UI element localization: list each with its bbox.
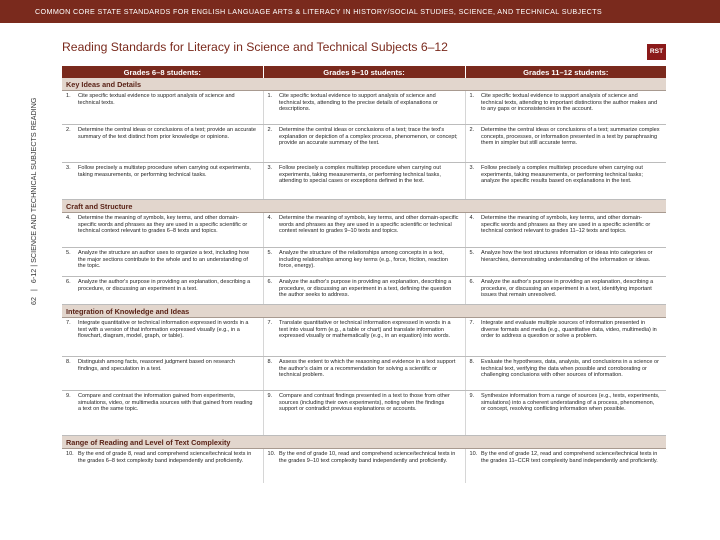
standard-text: Follow precisely a multistep procedure when carrying out experiments, taking measurements, or performing technical tasks. [76, 163, 263, 200]
table-row [62, 125, 666, 163]
standard-number: 3. [263, 163, 277, 200]
table-row [62, 318, 666, 357]
standard-text: Cite specific textual evidence to support analysis of science and technical texts. [76, 91, 263, 125]
section-title: Range of Reading and Level of Text Complexity [62, 436, 666, 449]
standard-number: 5. [263, 248, 277, 277]
standard-text: Translate quantitative or technical information expressed in words in a text into visual form (e.g., a table or chart) and translate information expressed visually or mathematically (e.g., in an equation) into words. [277, 318, 465, 357]
standard-number: 2. [263, 125, 277, 163]
table-row [62, 391, 666, 436]
section-title: Craft and Structure [62, 200, 666, 213]
standard-number: 6. [263, 277, 277, 305]
standard-text: Determine the central ideas or conclusions of a text; trace the text's explanation or depiction of a complex process, phenomenon, or concept; provide an accurate summary of the text. [277, 125, 465, 163]
standard-text: By the end of grade 10, read and comprehend science/technical texts in the grades 9–10 text complexity band independently and proficiently. [279, 451, 456, 464]
standard-number: 8. [465, 357, 479, 391]
standard-text: Determine the central ideas or conclusions of a text; provide an accurate summary of the text distinct from prior knowledge or opinions. [76, 125, 263, 163]
standard-number: 7. [62, 318, 76, 357]
standard-number: 7. [465, 318, 479, 357]
header-banner [0, 0, 720, 23]
standard-text: Determine the meaning of symbols, key terms, and other domain-specific words and phrases as they are used in a specific scientific or technical context relevant to grades 9–10 texts and topics. [277, 213, 465, 248]
table-row [62, 213, 666, 248]
standard-number: 9. [465, 391, 479, 436]
table-row [62, 91, 666, 125]
standard-text: Analyze the author's purpose in providing an explanation, describing a procedure, or discussing an experiment in a text, defining the question the author seeks to address. [277, 277, 465, 305]
table-header-row [62, 66, 666, 78]
standard-text: Integrate and evaluate multiple sources of information presented in diverse formats and media (e.g., quantitative data, video, multimedia) in order to address a question or solve a problem. [479, 318, 666, 357]
standard-number: 4. [62, 213, 76, 248]
table-row [62, 163, 666, 200]
footer-divider: | [29, 289, 38, 291]
standard-text: Follow precisely a complex multistep procedure when carrying out experiments, taking measurements, or performing technical tasks; analyze the specific results based on explanations in the text. [479, 163, 666, 200]
standard-text: Analyze how the text structures information or ideas into categories or hierarchies, demonstrating understanding of the information or ideas. [479, 248, 666, 277]
standard-text: Synthesize information from a range of sources (e.g., texts, experiments, simulations) into a coherent understanding of a process, phenomenon, or concept, resolving conflicting information when possible. [479, 391, 666, 436]
standard-number: 5. [465, 248, 479, 277]
section-header-row [62, 78, 666, 91]
standard-number: 1. [62, 91, 76, 125]
table-row [62, 277, 666, 305]
standard-number: 4. [465, 213, 479, 248]
standard-number: 7. [263, 318, 277, 357]
section-title: Integration of Knowledge and Ideas [62, 305, 666, 318]
standard-text: By the end of grade 12, read and comprehend science/technical texts in the grades 11–CCR text complexity band independently and proficiently. [481, 451, 658, 464]
standards-table [62, 66, 666, 483]
standard-number: 5. [62, 248, 76, 277]
standard-text: Integrate quantitative or technical information expressed in words in a text with a version of that information expressed visually (e.g., in a flowchart, diagram, model, graph, or table). [76, 318, 263, 357]
standard-number: 6. [62, 277, 76, 305]
standard-text: Assess the extent to which the reasoning and evidence in a text support the author's claim or a recommendation for solving a scientific or technical problem. [277, 357, 465, 391]
standard-number: 1. [465, 91, 479, 125]
section-title: Key Ideas and Details [62, 78, 666, 91]
standard-text: Analyze the author's purpose in providing an explanation, describing a procedure, or discussing an experiment in a text. [76, 277, 263, 305]
standard-text: Cite specific textual evidence to support analysis of science and technical texts, attending to important distinctions the author makes and to any gaps or inconsistencies in the account. [479, 91, 666, 125]
column-header: Grades 11–12 students: [465, 66, 666, 78]
standard-number: 10. [465, 449, 479, 483]
standard-text: Compare and contrast findings presented in a text to those from other sources (including their own experiments), noting when the findings support or contradict previous explanations or accounts. [277, 391, 465, 436]
standard-text: Evaluate the hypotheses, data, analysis, and conclusions in a science or technical text, verifying the data when possible and corroborating or challenging conclusions with other sources of information. [479, 357, 666, 391]
standard-text: By the end of grade 8, read and comprehend science/technical texts in the grades 6–8 text complexity band independently and proficiently. [78, 451, 252, 464]
table-row [62, 449, 666, 483]
side-label: 6-12 | SCIENCE AND TECHNICAL SUBJECTS READING [29, 97, 38, 284]
standard-number: 8. [62, 357, 76, 391]
standard-number: 9. [263, 391, 277, 436]
section-header-row [62, 305, 666, 318]
column-header: Grades 9–10 students: [263, 66, 465, 78]
standard-number: 3. [465, 163, 479, 200]
page-number: 62 [29, 297, 38, 305]
rst-badge: RST [647, 44, 666, 60]
banner-text: COMMON CORE STATE STANDARDS FOR ENGLISH LANGUAGE ARTS & LITERACY IN HISTORY/SOCIAL STUDIES, SCIENCE, AND TECHNICAL SUBJECTS [35, 7, 603, 16]
standard-number: 9. [62, 391, 76, 436]
standard-text: Distinguish among facts, reasoned judgment based on research findings, and speculation in a text. [76, 357, 263, 391]
standard-number: 10. [263, 449, 277, 483]
standard-number: 8. [263, 357, 277, 391]
standard-text: Determine the meaning of symbols, key terms, and other domain-specific words and phrases as they are used in a specific scientific or technical context relevant to grades 11–12 texts and topics. [479, 213, 666, 248]
section-header-row [62, 200, 666, 213]
standard-number: 2. [465, 125, 479, 163]
standard-number: 6. [465, 277, 479, 305]
section-header-row [62, 436, 666, 449]
standard-text: Compare and contrast the information gained from experiments, simulations, video, or multimedia sources with that gained from reading a text on the same topic. [76, 391, 263, 436]
standard-number: 10. [66, 451, 74, 457]
page-title: Reading Standards for Literacy in Science and Technical Subjects 6–12 [62, 40, 448, 54]
standard-text: Determine the meaning of symbols, key terms, and other domain-specific words and phrases as they are used in a specific scientific or technical context relevant to grades 6–8 texts and topics. [76, 213, 263, 248]
standard-text: Analyze the structure an author uses to organize a text, including how the major sections contribute to the whole and to an understanding of the topic. [76, 248, 263, 277]
table-body [62, 78, 666, 483]
table-row [62, 357, 666, 391]
standard-number: 1. [263, 91, 277, 125]
column-header: Grades 6–8 students: [62, 66, 263, 78]
standard-text: Analyze the structure of the relationships among concepts in a text, including relationships among key terms (e.g., force, friction, reaction force, energy). [277, 248, 465, 277]
table-row [62, 248, 666, 277]
standard-text: Analyze the author's purpose in providing an explanation, describing a procedure, or discussing an experiment in a text, identifying important issues that remain unresolved. [479, 277, 666, 305]
standard-text: Determine the central ideas or conclusions of a text; summarize complex concepts, processes, or information presented in a text by paraphrasing them in simpler but still accurate terms. [479, 125, 666, 163]
standard-text: Cite specific textual evidence to support analysis of science and technical texts, attending to the precise details of explanations or descriptions. [277, 91, 465, 125]
standard-number: 3. [62, 163, 76, 200]
standard-text: Follow precisely a complex multistep procedure when carrying out experiments, taking measurements, or performing technical tasks, attending to special cases or exceptions defined in the text. [277, 163, 465, 200]
standard-number: 2. [62, 125, 76, 163]
side-footer [29, 75, 39, 305]
standard-number: 4. [263, 213, 277, 248]
